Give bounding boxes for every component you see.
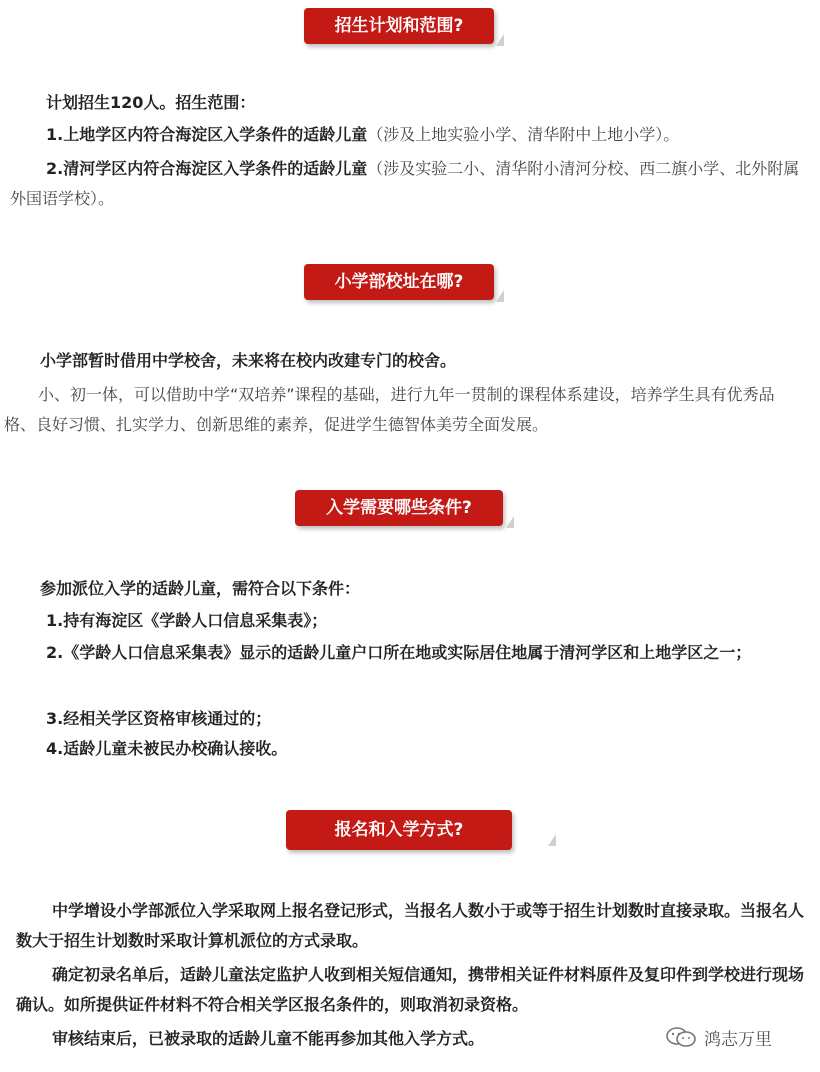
section-title-badge: 入学需要哪些条件? xyxy=(295,490,503,526)
paragraph: 中学增设小学部派位入学采取网上报名登记形式，当报名人数小于或等于招生计划数时直接录取。当报名人数大于招生计划数时采取计算机派位的方式录取。 xyxy=(16,901,805,950)
section-title-badge: 报名和入学方式? xyxy=(286,810,512,850)
badge-shadow-tail xyxy=(496,290,504,302)
badge-shadow-tail xyxy=(496,34,504,46)
wechat-icon xyxy=(664,1026,698,1048)
paragraph: 1.持有海淀区《学龄人口信息采集表》； xyxy=(46,611,328,630)
paragraph: 3.经相关学区资格审核通过的； xyxy=(46,709,272,728)
paragraph: 4.适龄儿童未被民办校确认接收。 xyxy=(46,739,288,758)
badge-shadow-tail xyxy=(548,834,556,846)
account-watermark xyxy=(664,1024,772,1050)
paragraph: 确定初录名单后，适龄儿童法定监护人收到相关短信通知，携带相关证件材料原件及复印件到学校进行现场确认。如所提供证件材料不符合相关学区报名条件的，则取消初录资格。 xyxy=(16,965,805,1014)
paragraph: 参加派位入学的适龄儿童，需符合以下条件： xyxy=(40,579,361,598)
section-title-badge: 招生计划和范围? xyxy=(304,8,494,44)
paragraph: 计划招生120人。招生范围： xyxy=(46,93,256,112)
badge-shadow-tail xyxy=(506,516,514,528)
paragraph: 1.上地学区内符合海淀区入学条件的适龄儿童（涉及上地实验小学、清华附中上地小学）。 xyxy=(46,125,680,144)
paragraph: 2.《学龄人口信息采集表》显示的适龄儿童户口所在地或实际居住地属于清河学区和上地学区之一； xyxy=(46,643,752,662)
paragraph: 小、初一体，可以借助中学“双培养”课程的基础，进行九年一贯制的课程体系建设，培养学生具有优秀品格、良好习惯、扎实学力、创新思维的素养，促进学生德智体美劳全面发展。 xyxy=(4,385,775,434)
paragraph: 2.清河学区内符合海淀区入学条件的适龄儿童（涉及实验二小、清华附小清河分校、西二旗小学、北外附属外国语学校）。 xyxy=(10,159,800,208)
watermark-text: 鸿志万里 xyxy=(704,1029,772,1050)
section-title-badge: 小学部校址在哪? xyxy=(304,264,494,300)
paragraph: 小学部暂时借用中学校舍，未来将在校内改建专门的校舍。 xyxy=(40,351,457,370)
paragraph: 审核结束后，已被录取的适龄儿童不能再参加其他入学方式。 xyxy=(52,1029,485,1048)
